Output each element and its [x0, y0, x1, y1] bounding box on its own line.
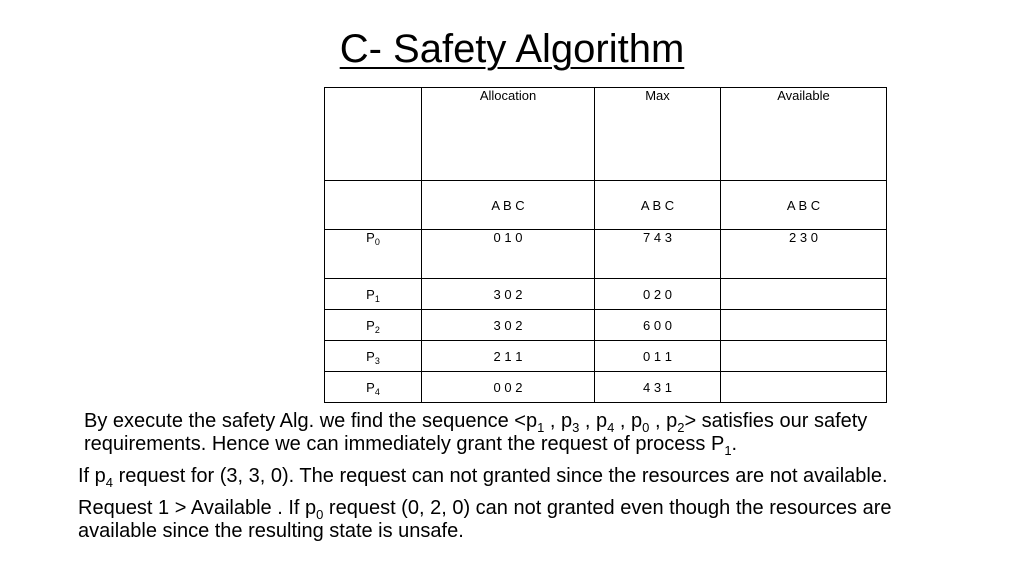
table-row	[325, 230, 887, 279]
allocation-abc: A B C	[422, 181, 595, 230]
explanation-text	[78, 410, 958, 552]
allocation-cell: 3 0 2	[422, 279, 595, 310]
paragraph-p4-request: If $p_4$ request for (3, 3, 0). The request can not granted since the resources are not available.	[78, 465, 888, 490]
available-header: Available	[721, 88, 887, 181]
available-cell: 2 3 0	[721, 230, 887, 279]
available-cell	[721, 372, 887, 403]
max-cell: 0 1 1	[595, 341, 721, 372]
max-cell: 4 3 1	[595, 372, 721, 403]
allocation-cell: 0 0 2	[422, 372, 595, 403]
table-row	[325, 341, 887, 372]
allocation-cell: 2 1 1	[422, 341, 595, 372]
available-cell	[721, 279, 887, 310]
table-subheader-row	[325, 181, 887, 230]
paragraph-sequence: By execute the safety Alg. we find the sequence $<p_1$ , $p_3$ , $p_4$ , $p_0$ , $p_2>$ satisfies our safety requirements. Hence we can immediately grant the request of process $P_1$.	[84, 410, 868, 458]
max-cell: 7 4 3	[595, 230, 721, 279]
paragraph-p0-request: Request 1 > Available . If $p_0$ request (0, 2, 0) can not granted even though the resources are available since the resulting state is unsafe.	[78, 497, 892, 542]
table-row	[325, 310, 887, 341]
process-label: $P_0$	[325, 230, 422, 279]
table-row	[325, 279, 887, 310]
corner-cell	[325, 181, 422, 230]
process-label: $P_3$	[325, 341, 422, 372]
available-abc: A B C	[721, 181, 887, 230]
table-row	[325, 372, 887, 403]
allocation-cell: 3 0 2	[422, 310, 595, 341]
process-label: $P_2$	[325, 310, 422, 341]
resource-table	[324, 87, 887, 403]
table-header-row	[325, 88, 887, 181]
allocation-header: Allocation	[422, 88, 595, 181]
max-cell: 6 0 0	[595, 310, 721, 341]
max-cell: 0 2 0	[595, 279, 721, 310]
process-label: $P_1$	[325, 279, 422, 310]
max-header: Max	[595, 88, 721, 181]
available-cell	[721, 310, 887, 341]
process-label: $P_4$	[325, 372, 422, 403]
available-cell	[721, 341, 887, 372]
corner-cell	[325, 88, 422, 181]
slide-title: C- Safety Algorithm	[339, 27, 685, 71]
max-abc: A B C	[595, 181, 721, 230]
allocation-cell: 0 1 0	[422, 230, 595, 279]
